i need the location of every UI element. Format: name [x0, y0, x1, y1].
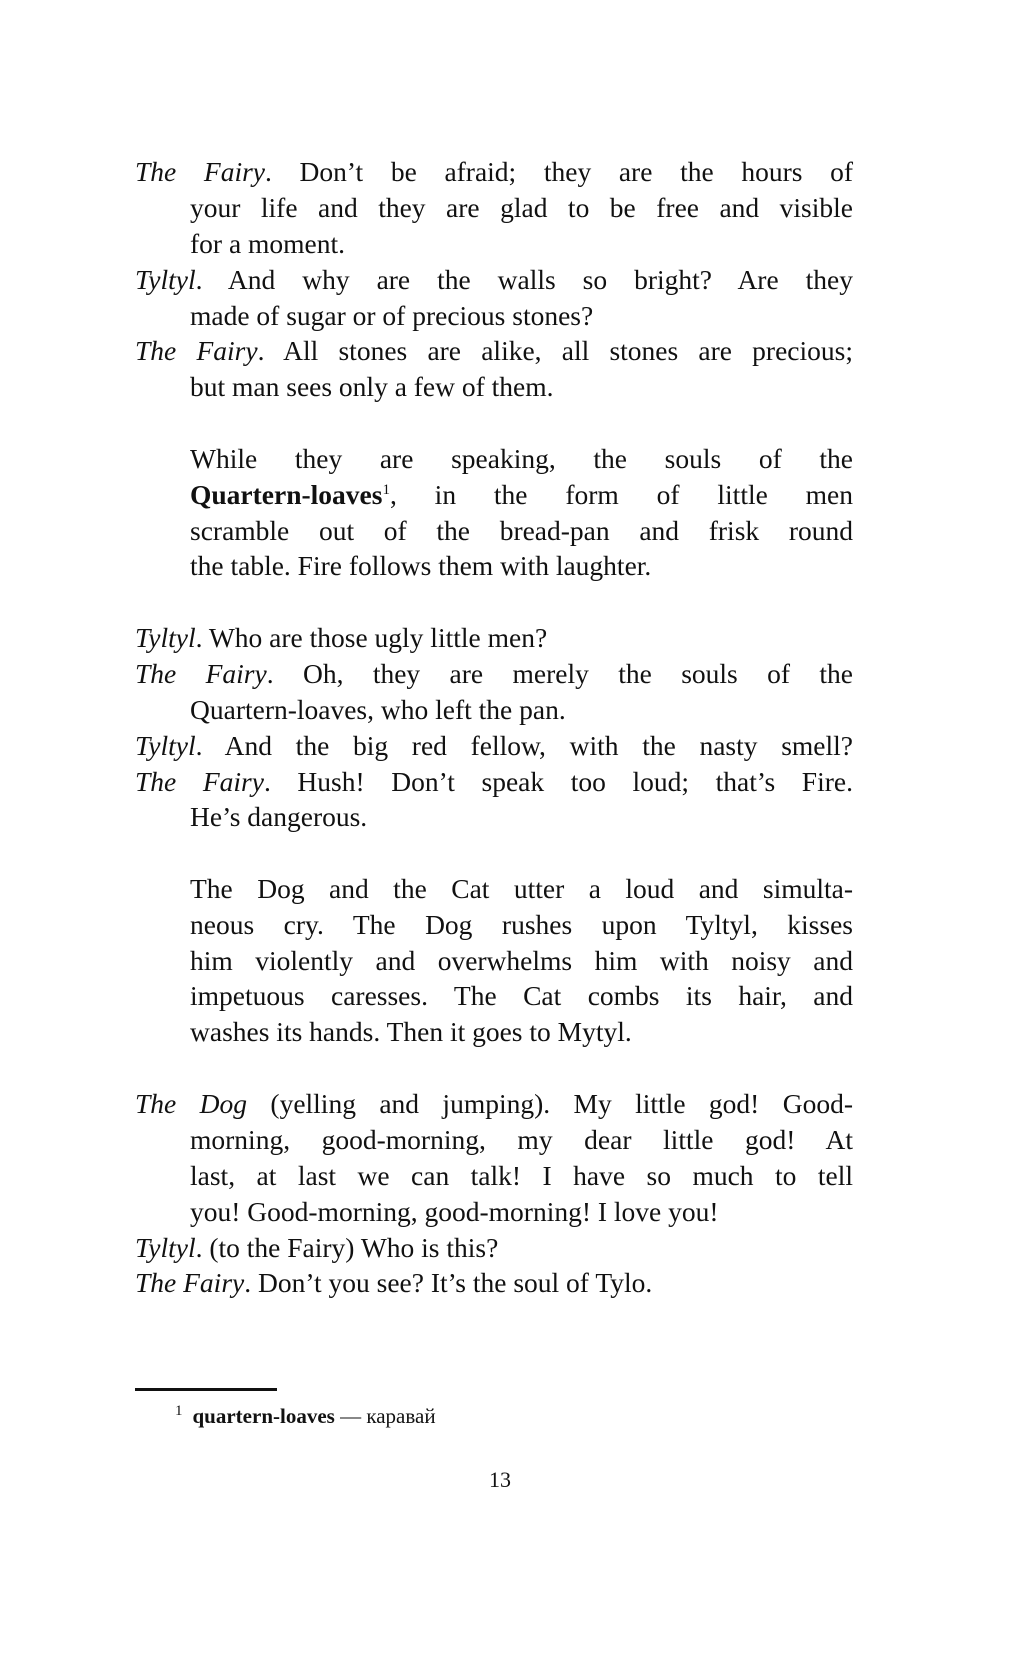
- speaker-name: Tyltyl: [135, 264, 196, 295]
- footnote-translation: каравай: [366, 1404, 436, 1428]
- dialogue-line: The Dog (yelling and jumping). My little god! Good-: [135, 1088, 853, 1119]
- speaker-name: The Fairy: [135, 1267, 245, 1298]
- dialogue-continuation: for a moment.: [190, 228, 346, 259]
- speaker-name: The Fairy: [135, 156, 265, 187]
- speaker-name: Tyltyl: [135, 622, 196, 653]
- dialogue-continuation: morning, good-morning, my dear little god! At: [190, 1124, 853, 1155]
- dialogue-line: Tyltyl. And the big red fellow, with the nasty smell?: [135, 730, 853, 761]
- dialogue-continuation: last, at last we can talk! I have so much to tell: [190, 1160, 853, 1191]
- footnote-term: quartern-loaves: [192, 1404, 335, 1428]
- footnote-dash: —: [340, 1404, 362, 1428]
- dialogue-line: The Fairy. All stones are alike, all stones are precious;: [135, 335, 853, 366]
- dialogue-line: The Fairy. Don’t be afraid; they are the hours of: [135, 156, 853, 187]
- footnote-rule: [135, 1388, 277, 1391]
- speaker-name: The Fairy: [135, 766, 264, 797]
- dialogue-line: The Fairy. Hush! Don’t speak too loud; that’s Fire.: [135, 766, 853, 797]
- stage-direction-line: impetuous caresses. The Cat combs its hair, and: [190, 980, 853, 1011]
- speaker-name: The Fairy: [135, 335, 258, 366]
- speaker-name: The Fairy: [135, 658, 267, 689]
- glossed-term: Quartern-loaves: [190, 479, 383, 510]
- stage-direction-line: While they are speaking, the souls of the: [190, 443, 853, 474]
- stage-direction-line: washes its hands. Then it goes to Mytyl.: [190, 1016, 632, 1047]
- dialogue-continuation: your life and they are glad to be free and visible: [190, 192, 853, 223]
- footnote: [175, 1402, 436, 1433]
- dialogue-continuation: Quartern-loaves, who left the pan.: [190, 694, 566, 725]
- dialogue-line: Tyltyl. And why are the walls so bright? Are they: [135, 264, 853, 295]
- dialogue-line: The Fairy. Don’t you see? It’s the soul of Tylo.: [135, 1267, 653, 1298]
- stage-direction-line: neous cry. The Dog rushes upon Tyltyl, kisses: [190, 909, 853, 940]
- page-number: 13: [489, 1467, 511, 1492]
- footnote-number: 1: [175, 1403, 183, 1419]
- footnote-ref: 1: [382, 481, 390, 498]
- stage-direction-line: Quartern-loaves$^1$, in the form of little men: [190, 479, 853, 510]
- dialogue-continuation: He’s dangerous.: [190, 801, 368, 832]
- speaker-name: Tyltyl: [135, 730, 196, 761]
- speaker-name: The Dog: [135, 1088, 248, 1119]
- stage-direction-line: the table. Fire follows them with laughter.: [190, 550, 652, 581]
- dialogue-continuation: made of sugar or of precious stones?: [190, 300, 594, 331]
- stage-direction-line: The Dog and the Cat utter a loud and simulta-: [190, 873, 853, 904]
- dialogue-line: Tyltyl. (to the Fairy) Who is this?: [135, 1232, 499, 1263]
- dialogue-line: The Fairy. Oh, they are merely the souls of the: [135, 658, 853, 689]
- stage-direction-line: scramble out of the bread-pan and frisk round: [190, 515, 853, 546]
- dialogue-line: Tyltyl. Who are those ugly little men?: [135, 622, 548, 653]
- dialogue-continuation: but man sees only a few of them.: [190, 371, 554, 402]
- stage-direction-line: him violently and overwhelms him with noisy and: [190, 945, 853, 976]
- speaker-name: Tyltyl: [135, 1232, 196, 1263]
- dialogue-continuation: you! Good-morning, good-morning! I love you!: [190, 1196, 719, 1227]
